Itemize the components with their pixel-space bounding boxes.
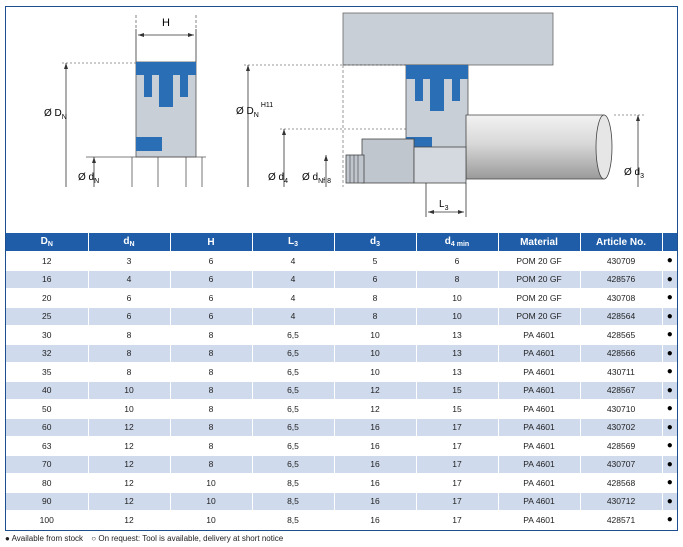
table-cell: 25 (6, 307, 88, 326)
table-row (6, 344, 677, 363)
table-cell: 8 (170, 437, 252, 456)
column-header: H (170, 233, 252, 252)
table-cell: 6 (170, 289, 252, 308)
table-cell: 428569 (580, 437, 662, 456)
l3-label: $L_3$ (439, 199, 449, 212)
column-header: $L_3$ (252, 233, 334, 252)
column-header (662, 233, 677, 252)
column-header: Material (498, 233, 580, 252)
table-cell: PA 4601 (498, 437, 580, 456)
table-cell: 428571 (580, 511, 662, 530)
table-cell: 428576 (580, 270, 662, 289)
table-cell: 6 (334, 270, 416, 289)
dn-label-left: Ø $D_N$ (44, 108, 67, 121)
d3-label: Ø $d_3$ (624, 167, 645, 180)
table-cell: 430712 (580, 492, 662, 511)
table-cell: 8 (170, 418, 252, 437)
column-header: $D_N$ (6, 233, 88, 252)
table-cell: 16 (334, 455, 416, 474)
table-cell: 15 (416, 381, 498, 400)
left-seal-view (44, 15, 206, 187)
column-header: Article No. (580, 233, 662, 252)
table-cell: 6,5 (252, 437, 334, 456)
table-cell: 12 (88, 511, 170, 530)
table-cell: PA 4601 (498, 418, 580, 437)
table-cell: 8 (334, 307, 416, 326)
stock-indicator: ● (662, 455, 677, 474)
table-cell: 8 (170, 400, 252, 419)
table-cell: 6 (416, 252, 498, 271)
table-cell: 6,5 (252, 326, 334, 345)
d4-label: Ø $d_4$ (268, 172, 289, 185)
table-row (6, 511, 677, 530)
table-cell: 13 (416, 326, 498, 345)
table-cell: 428566 (580, 344, 662, 363)
table-row (6, 363, 677, 382)
table-cell: POM 20 GF (498, 252, 580, 271)
table-cell: 17 (416, 511, 498, 530)
table-cell: 6,5 (252, 455, 334, 474)
stock-indicator: ● (662, 307, 677, 326)
table-cell: 16 (334, 492, 416, 511)
table-cell: 13 (416, 344, 498, 363)
technical-drawing (6, 7, 677, 233)
table-cell: 8 (170, 344, 252, 363)
dimension-table (6, 233, 677, 531)
table-cell: 17 (416, 474, 498, 493)
table-cell: 8 (88, 344, 170, 363)
stock-indicator: ● (662, 400, 677, 419)
table-cell: 10 (334, 326, 416, 345)
stock-indicator: ● (662, 344, 677, 363)
table-cell: 10 (170, 492, 252, 511)
table-cell: 20 (6, 289, 88, 308)
table-cell: 60 (6, 418, 88, 437)
table-cell: PA 4601 (498, 400, 580, 419)
table-cell: 4 (252, 289, 334, 308)
table-cell: 6 (170, 270, 252, 289)
table-cell: 8 (88, 363, 170, 382)
table-cell: 8 (88, 326, 170, 345)
table-cell: POM 20 GF (498, 270, 580, 289)
table-cell: 430707 (580, 455, 662, 474)
stock-indicator: ● (662, 492, 677, 511)
legend-stock: ● Available from stock (5, 534, 84, 543)
table-cell: POM 20 GF (498, 307, 580, 326)
table-cell: 428567 (580, 381, 662, 400)
table-cell: 6,5 (252, 400, 334, 419)
dn-small-label: Ø $d_N$ (78, 172, 100, 185)
table-cell: 430709 (580, 252, 662, 271)
table-cell: 12 (88, 492, 170, 511)
table-cell: 16 (6, 270, 88, 289)
stock-indicator: ● (662, 270, 677, 289)
table-cell: 12 (88, 455, 170, 474)
table-cell: 3 (88, 252, 170, 271)
table-cell: 15 (416, 400, 498, 419)
stock-indicator: ● (662, 326, 677, 345)
table-cell: 4 (252, 252, 334, 271)
stock-indicator: ● (662, 363, 677, 382)
table-cell: PA 4601 (498, 381, 580, 400)
table-cell: PA 4601 (498, 344, 580, 363)
table-row (6, 400, 677, 419)
stock-indicator (662, 529, 677, 531)
table-cell: 70 (6, 455, 88, 474)
table-cell: 16 (334, 511, 416, 530)
table-cell: 10 (170, 474, 252, 493)
table-cell: PA 4601 (498, 455, 580, 474)
table-cell: 8,5 (252, 511, 334, 530)
column-header: $d_N$ (88, 233, 170, 252)
table-cell: 8,5 (252, 474, 334, 493)
table-cell: POM 20 GF (498, 289, 580, 308)
datasheet-frame (5, 6, 678, 531)
h-label: H (162, 17, 170, 29)
table-cell: 17 (416, 437, 498, 456)
table-cell: 8 (170, 363, 252, 382)
table-row (6, 418, 677, 437)
table-cell (252, 529, 334, 531)
table-cell: 430711 (580, 363, 662, 382)
table-cell: 6 (170, 307, 252, 326)
table-cell: 90 (6, 492, 88, 511)
table-cell: PA 4601 (498, 363, 580, 382)
legend-request: ○ On request: Tool is available, delivery at short notice (91, 534, 284, 543)
stock-indicator: ● (662, 289, 677, 308)
table-row (6, 381, 677, 400)
stock-indicator: ● (662, 437, 677, 456)
table-row (6, 307, 677, 326)
table-cell: 8 (170, 455, 252, 474)
table-cell: 10 (416, 307, 498, 326)
table-row (6, 492, 677, 511)
table-cell: 428565 (580, 326, 662, 345)
table-cell: 8 (416, 270, 498, 289)
table-cell: 12 (334, 400, 416, 419)
table-cell: 16 (334, 418, 416, 437)
column-header: $d_3$ (334, 233, 416, 252)
table-cell: 6,5 (252, 363, 334, 382)
table-cell: 4 (252, 270, 334, 289)
table-cell (580, 529, 662, 531)
table-cell: 10 (334, 363, 416, 382)
table-cell: 6 (170, 252, 252, 271)
table-row (6, 289, 677, 308)
stock-indicator: ● (662, 474, 677, 493)
table-row (6, 474, 677, 493)
table-cell (334, 529, 416, 531)
table-cell: 428564 (580, 307, 662, 326)
table-cell: 6,5 (252, 418, 334, 437)
table-cell: PA 4601 (498, 511, 580, 530)
table-cell: 63 (6, 437, 88, 456)
table-cell: 10 (416, 289, 498, 308)
table-cell (170, 529, 252, 531)
table-cell: 6,5 (252, 381, 334, 400)
table-cell: 100 (6, 511, 88, 530)
table-cell: 32 (6, 344, 88, 363)
table-cell: 6 (88, 307, 170, 326)
table-header-row (6, 233, 677, 252)
table-cell: 430702 (580, 418, 662, 437)
table-cell: 10 (88, 381, 170, 400)
stock-indicator: ● (662, 511, 677, 530)
table-cell: 8,5 (252, 492, 334, 511)
table-cell: PA 4601 (498, 492, 580, 511)
table-cell: 17 (416, 492, 498, 511)
drawing-svg (6, 7, 677, 233)
stock-indicator: ● (662, 252, 677, 271)
table-body (6, 252, 677, 532)
table-row (6, 455, 677, 474)
column-header: $d_{4 min}$ (416, 233, 498, 252)
dnf8-label: Ø $d_{Nf 8}$ (302, 172, 331, 185)
table-cell: 30 (6, 326, 88, 345)
dn-label-right: Ø $D_N^{H11}$ (236, 102, 274, 119)
legend (5, 534, 289, 543)
table-cell: 430710 (580, 400, 662, 419)
table-cell: 16 (334, 474, 416, 493)
table-cell: 17 (416, 455, 498, 474)
table-cell: 8 (334, 289, 416, 308)
table-cell: 6 (88, 289, 170, 308)
table-cell: 13 (416, 363, 498, 382)
table-cell (88, 529, 170, 531)
table-cell: 12 (88, 418, 170, 437)
table-cell: 6,5 (252, 344, 334, 363)
table-cell: 4 (252, 307, 334, 326)
table-row (6, 252, 677, 271)
table-cell: 17 (416, 418, 498, 437)
table-cell: 428568 (580, 474, 662, 493)
table-cell: 430708 (580, 289, 662, 308)
table-row (6, 437, 677, 456)
stock-indicator: ● (662, 418, 677, 437)
table-cell: PA 4601 (498, 326, 580, 345)
table-row (6, 529, 677, 531)
table-cell: PA 4601 (498, 474, 580, 493)
table-row (6, 270, 677, 289)
table-cell: 8 (170, 381, 252, 400)
table-cell: 8 (170, 326, 252, 345)
table-cell (6, 529, 88, 531)
table-cell: 35 (6, 363, 88, 382)
table-cell: 4 (88, 270, 170, 289)
table-row (6, 326, 677, 345)
table-cell: 12 (88, 437, 170, 456)
stock-indicator: ● (662, 381, 677, 400)
table-cell: 12 (6, 252, 88, 271)
table-cell (416, 529, 498, 531)
table-cell: 10 (334, 344, 416, 363)
table-cell: 12 (334, 381, 416, 400)
table-cell: 10 (170, 511, 252, 530)
table-cell: 12 (88, 474, 170, 493)
table-cell: 10 (88, 400, 170, 419)
table-cell (498, 529, 580, 531)
table-cell: 80 (6, 474, 88, 493)
right-assembly-view (236, 13, 646, 217)
table-cell: 40 (6, 381, 88, 400)
table-cell: 5 (334, 252, 416, 271)
table-cell: 50 (6, 400, 88, 419)
table-cell: 16 (334, 437, 416, 456)
